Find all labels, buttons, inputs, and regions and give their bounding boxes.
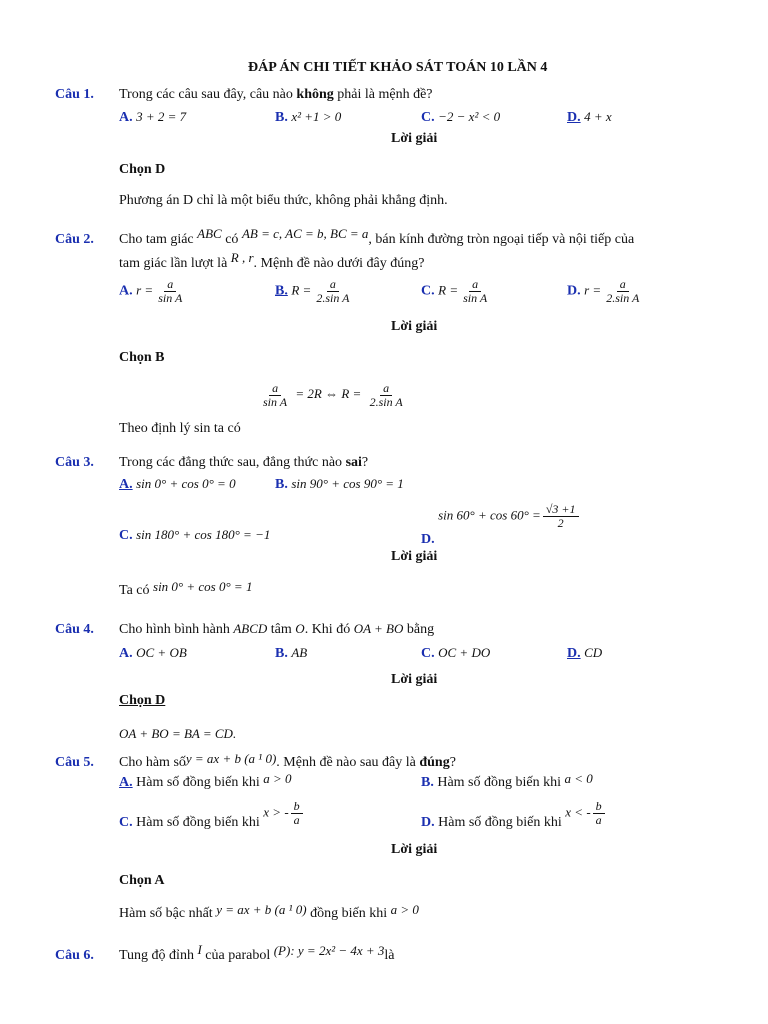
denominator: a bbox=[595, 812, 602, 827]
option-label: B. bbox=[421, 775, 434, 790]
text: phải là mệnh đề? bbox=[333, 87, 433, 102]
option-label: A. bbox=[119, 775, 133, 790]
option-label: D. bbox=[421, 532, 435, 548]
option-a[interactable] bbox=[119, 646, 187, 662]
numerator: a bbox=[269, 382, 281, 396]
text: tâm bbox=[270, 622, 292, 637]
option-c[interactable] bbox=[421, 110, 500, 126]
text: Trong các đẳng thức sau, đẳng thức nào bbox=[119, 455, 346, 470]
text: đồng biến khi bbox=[310, 906, 388, 921]
text: Trong các câu sau đây, câu nào bbox=[119, 87, 297, 102]
option-math: x > - bbox=[263, 804, 289, 820]
math: O bbox=[295, 621, 305, 636]
option-label: B. bbox=[275, 477, 288, 492]
question-number: Câu 3. bbox=[55, 455, 94, 470]
option-math: r = bbox=[584, 282, 602, 298]
text: bằng bbox=[406, 622, 435, 637]
fraction bbox=[603, 278, 642, 304]
chosen-answer: Chọn A bbox=[119, 873, 165, 888]
option-a[interactable] bbox=[119, 110, 186, 126]
option-d[interactable] bbox=[421, 799, 607, 831]
solution-heading: Lời giải bbox=[391, 549, 438, 564]
text: Cho tam giác bbox=[119, 232, 194, 247]
fraction bbox=[260, 382, 290, 408]
text: là bbox=[384, 948, 395, 963]
text: có bbox=[225, 232, 239, 247]
chosen-answer: Chọn B bbox=[119, 350, 165, 365]
option-label: B. bbox=[275, 646, 288, 661]
option-label: A. bbox=[119, 646, 133, 661]
solution-formula bbox=[258, 382, 408, 408]
text: của parabol bbox=[205, 948, 271, 963]
math: AB = c, AC = b, BC = a bbox=[241, 226, 369, 241]
text: . Mệnh đề nào dưới đây đúng? bbox=[253, 256, 425, 271]
math: ABC bbox=[197, 226, 222, 241]
option-label: C. bbox=[421, 283, 435, 299]
denominator: sin A bbox=[158, 290, 183, 305]
question-text bbox=[119, 226, 635, 248]
text: Hàm số bậc nhất bbox=[119, 906, 213, 921]
option-label: D. bbox=[567, 283, 581, 299]
fraction bbox=[313, 278, 352, 304]
explanation bbox=[119, 902, 419, 922]
explanation: Theo định lý sin ta có bbox=[119, 421, 241, 436]
option-label: B. bbox=[275, 110, 288, 125]
denominator: sin A bbox=[463, 290, 488, 305]
option-label: C. bbox=[421, 646, 435, 661]
option-math: R = bbox=[291, 282, 312, 298]
math: y = ax + b (a ¹ 0) bbox=[185, 751, 277, 766]
numerator: √3 +1 bbox=[543, 503, 579, 517]
option-label: D. bbox=[567, 646, 581, 661]
formula-text: = 2R ⇔ R = bbox=[295, 386, 362, 402]
numerator: a bbox=[327, 278, 339, 292]
option-label: A. bbox=[119, 283, 133, 299]
solution-heading: Lời giải bbox=[391, 842, 438, 857]
chosen-answer: Chọn D bbox=[119, 162, 166, 177]
question-text bbox=[119, 751, 456, 771]
fraction bbox=[367, 382, 406, 408]
question-text bbox=[119, 622, 434, 638]
option-b[interactable] bbox=[275, 646, 307, 662]
text: Cho hàm số bbox=[119, 755, 186, 770]
option-d[interactable] bbox=[567, 278, 644, 304]
question-number: Câu 1. bbox=[55, 87, 94, 102]
question-text bbox=[119, 942, 395, 964]
option-b[interactable] bbox=[275, 278, 354, 304]
math: sin 0° + cos 0° = 1 bbox=[153, 579, 253, 594]
text: . Mệnh đề nào sau đây là bbox=[276, 755, 420, 770]
denominator: 2 bbox=[557, 515, 564, 530]
emphasis-text: sai bbox=[345, 455, 362, 470]
option-math: sin 90° + cos 90° = 1 bbox=[291, 476, 404, 491]
option-label: D. bbox=[567, 110, 581, 125]
fraction bbox=[155, 278, 185, 304]
option-a[interactable] bbox=[119, 477, 236, 493]
option-text: Hàm số đồng biến khi bbox=[437, 775, 561, 790]
option-math: x² +1 > 0 bbox=[291, 109, 342, 124]
option-math: a < 0 bbox=[564, 771, 593, 786]
question-number: Câu 5. bbox=[55, 755, 94, 770]
fraction bbox=[593, 800, 605, 826]
question-number: Câu 6. bbox=[55, 948, 94, 963]
option-b[interactable] bbox=[275, 477, 404, 493]
question-number: Câu 4. bbox=[55, 622, 94, 637]
explanation: OA + BO = BA = CD. bbox=[119, 726, 237, 741]
text: , bán kính đường tròn ngoại tiếp và nội tiếp của bbox=[368, 232, 635, 247]
numerator: a bbox=[617, 278, 629, 292]
explanation bbox=[119, 579, 253, 599]
option-math: a > 0 bbox=[263, 771, 292, 786]
option-label: C. bbox=[421, 110, 435, 125]
math: y = ax + b (a ¹ 0) bbox=[216, 902, 307, 917]
text: Tung độ đỉnh bbox=[119, 948, 194, 963]
option-a[interactable] bbox=[119, 278, 187, 304]
option-label: C. bbox=[119, 815, 133, 831]
question-number: Câu 2. bbox=[55, 232, 94, 247]
denominator: 2.sin A bbox=[316, 290, 350, 305]
page-title: ĐÁP ÁN CHI TIẾT KHẢO SÁT TOÁN 10 LẦN 4 bbox=[248, 60, 548, 75]
option-math: AB bbox=[291, 645, 308, 660]
numerator: a bbox=[469, 278, 481, 292]
denominator: 2.sin A bbox=[606, 290, 640, 305]
option-text: Hàm số đồng biến khi bbox=[136, 775, 260, 790]
option-math: sin 180° + cos 180° = −1 bbox=[136, 527, 271, 542]
denominator: 2.sin A bbox=[369, 394, 403, 409]
emphasis-text: không bbox=[296, 87, 334, 102]
option-math: sin 60° + cos 60° = bbox=[438, 507, 541, 523]
option-a[interactable] bbox=[119, 771, 292, 791]
question-text-line2 bbox=[119, 250, 425, 272]
option-label: B. bbox=[275, 283, 288, 299]
text: ? bbox=[449, 755, 456, 770]
option-d[interactable] bbox=[567, 646, 602, 662]
fraction bbox=[460, 278, 490, 304]
question-text bbox=[119, 87, 433, 103]
option-math: OC + DO bbox=[438, 645, 491, 660]
option-math: 4 + x bbox=[584, 109, 612, 124]
option-math: 3 + 2 = 7 bbox=[136, 109, 187, 124]
option-b[interactable] bbox=[275, 110, 341, 126]
option-math: CD bbox=[584, 645, 603, 660]
explanation: Phương án D chỉ là một biểu thức, không phải khẳng định. bbox=[119, 193, 448, 208]
denominator: a bbox=[293, 812, 300, 827]
option-math: −2 − x² < 0 bbox=[438, 109, 501, 124]
option-text: Hàm số đồng biến khi bbox=[136, 815, 260, 831]
text: Ta có bbox=[119, 583, 150, 598]
option-c[interactable] bbox=[119, 528, 270, 544]
option-math: sin 0° + cos 0° = 0 bbox=[136, 476, 236, 491]
fraction bbox=[543, 503, 579, 529]
math: a > 0 bbox=[390, 902, 419, 917]
math: ABCD bbox=[233, 621, 268, 636]
solution-heading: Lời giải bbox=[391, 131, 438, 146]
text: Cho hình bình hành bbox=[119, 622, 230, 637]
text: tam giác lần lượt là bbox=[119, 256, 228, 271]
numerator: a bbox=[380, 382, 392, 396]
fraction bbox=[291, 800, 303, 826]
math: (P): y = 2x² − 4x + 3 bbox=[273, 943, 385, 958]
solution-heading: Lời giải bbox=[391, 319, 438, 334]
text: ? bbox=[361, 455, 369, 470]
math: I bbox=[197, 942, 202, 957]
option-label: A. bbox=[119, 110, 133, 125]
numerator: a bbox=[164, 278, 176, 292]
option-c[interactable] bbox=[119, 799, 305, 831]
option-d[interactable] bbox=[567, 110, 612, 126]
math: OA + BO bbox=[353, 621, 404, 636]
denominator: sin A bbox=[263, 394, 288, 409]
text: . Khi đó bbox=[304, 622, 351, 637]
option-math: R = bbox=[438, 282, 459, 298]
option-math: x < - bbox=[565, 804, 591, 820]
math: R , r bbox=[230, 250, 254, 265]
numerator: b bbox=[291, 800, 303, 814]
option-d[interactable] bbox=[421, 502, 581, 548]
solution-heading: Lời giải bbox=[391, 672, 438, 687]
option-math: OC + OB bbox=[136, 645, 187, 660]
option-b[interactable] bbox=[421, 771, 593, 791]
question-text bbox=[119, 455, 368, 471]
option-text: Hàm số đồng biến khi bbox=[438, 815, 562, 831]
emphasis-text: đúng bbox=[419, 755, 450, 770]
option-c[interactable] bbox=[421, 278, 492, 304]
option-math: r = bbox=[136, 282, 154, 298]
chosen-answer: Chọn D bbox=[119, 693, 166, 708]
option-c[interactable] bbox=[421, 646, 490, 662]
option-label: D. bbox=[421, 815, 435, 831]
option-label: A. bbox=[119, 477, 133, 492]
option-label: C. bbox=[119, 528, 133, 543]
numerator: b bbox=[593, 800, 605, 814]
